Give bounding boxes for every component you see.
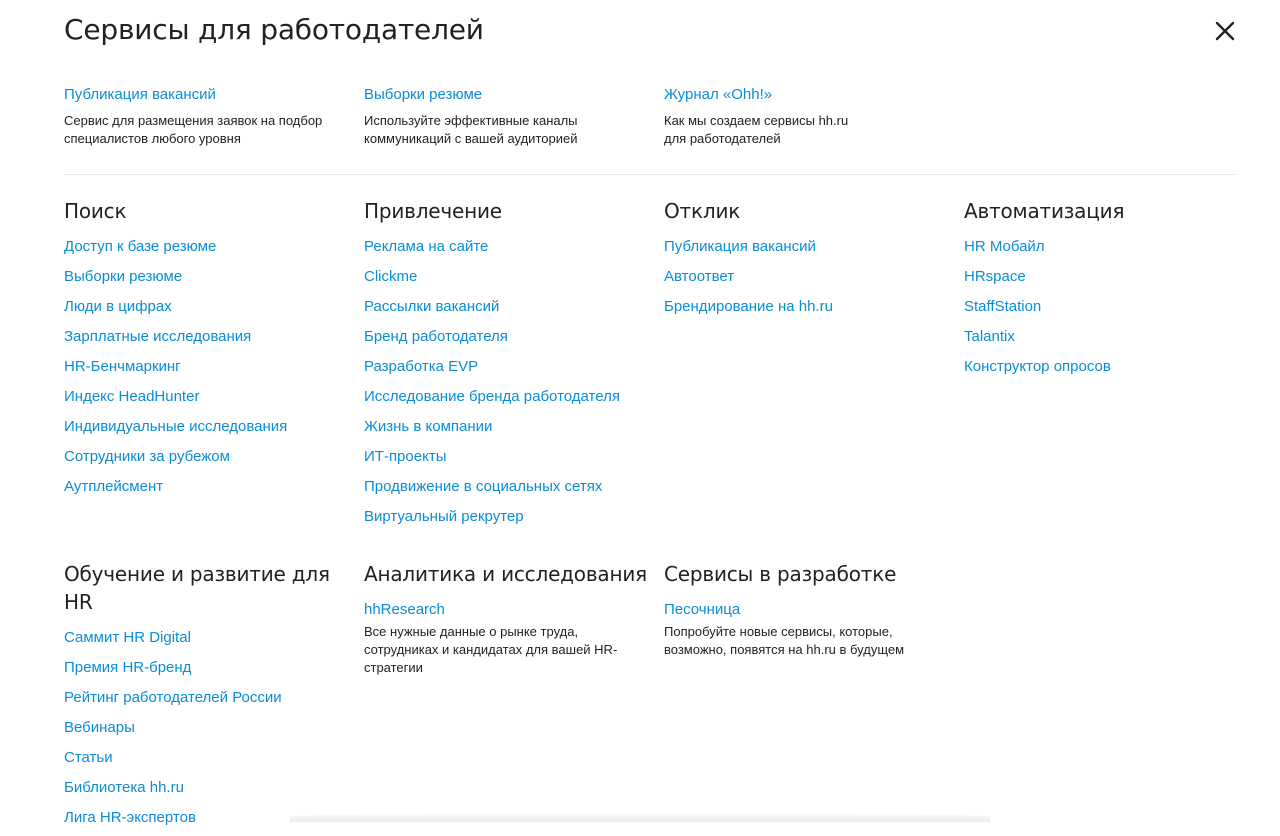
list-item: [364, 475, 654, 505]
page-title: Сервисы для работодателей: [64, 13, 484, 46]
section-title-search: Поиск: [64, 199, 127, 223]
list-item: [64, 746, 354, 776]
list-item: [64, 626, 354, 656]
link-people-in-numbers[interactable]: Люди в цифрах: [64, 298, 172, 315]
link-evp-development[interactable]: Разработка EVP: [364, 358, 479, 375]
link-employer-rating-russia[interactable]: Рейтинг работодателей России: [64, 689, 282, 706]
list-item: [64, 325, 354, 355]
list-item: [64, 415, 354, 445]
section-list-attraction: [364, 235, 654, 535]
link-survey-builder[interactable]: Конструктор опросов: [964, 358, 1111, 375]
list-item: [664, 235, 954, 265]
section-title-in-development: Сервисы в разработке: [664, 562, 897, 586]
featured-description: Используйте эффективные каналы коммуникаций с вашей аудиторией: [364, 113, 578, 146]
list-item: [364, 235, 654, 265]
link-auto-reply[interactable]: Автоответ: [664, 268, 735, 285]
section-list-search: [64, 235, 354, 505]
link-site-advertising[interactable]: Реклама на сайте: [364, 238, 489, 255]
link-hr-experts-league[interactable]: Лига HR-экспертов: [64, 809, 196, 826]
featured-services: [64, 83, 1236, 163]
list-item: [364, 355, 654, 385]
link-virtual-recruiter[interactable]: Виртуальный рекрутер: [364, 508, 524, 525]
list-item: [964, 235, 1254, 265]
link-outplacement[interactable]: Аутплейсмент: [64, 478, 164, 495]
link-it-projects[interactable]: ИТ-проекты: [364, 448, 447, 465]
featured-link-ohh-journal[interactable]: Журнал «Ohh!»: [664, 86, 773, 103]
section-title-automation: Автоматизация: [964, 199, 1125, 223]
bottom-shadow: [290, 812, 990, 822]
section-list-learning: [64, 626, 354, 836]
link-clickme[interactable]: Clickme: [364, 268, 418, 285]
link-resume-selections[interactable]: Выборки резюме: [64, 268, 183, 285]
link-hr-brand-award[interactable]: Премия HR-бренд: [64, 659, 192, 676]
list-item: [964, 355, 1254, 385]
link-hrspace[interactable]: HRspace: [964, 268, 1026, 285]
link-employer-brand-research[interactable]: Исследование бренда работодателя: [364, 388, 620, 405]
featured-item-resume-selections: [364, 83, 644, 148]
list-item: [64, 385, 354, 415]
list-item: [364, 445, 654, 475]
list-item: [64, 295, 354, 325]
link-hr-mobile[interactable]: HR Мобайл: [964, 238, 1045, 255]
featured-link-resume-selections[interactable]: Выборки резюме: [364, 86, 483, 103]
list-item: [64, 776, 354, 806]
list-item: [364, 505, 654, 535]
list-item: [364, 265, 654, 295]
section-list-automation: [964, 235, 1254, 385]
link-hh-library[interactable]: Библиотека hh.ru: [64, 779, 184, 796]
section-response: [664, 197, 954, 325]
list-item: [664, 265, 954, 295]
list-item: [64, 475, 354, 505]
featured-link-vacancy-publishing[interactable]: Публикация вакансий: [64, 86, 216, 103]
section-title-attraction: Привлечение: [364, 199, 502, 223]
list-item: [64, 656, 354, 686]
featured-item-vacancy-publishing: [64, 83, 344, 148]
link-employees-abroad[interactable]: Сотрудники за рубежом: [64, 448, 230, 465]
link-employer-brand[interactable]: Бренд работодателя: [364, 328, 508, 345]
list-item: [664, 295, 954, 325]
list-item: [64, 265, 354, 295]
link-vacancy-mailings[interactable]: Рассылки вакансий: [364, 298, 500, 315]
link-resume-database-access[interactable]: Доступ к базе резюме: [64, 238, 217, 255]
list-item: [964, 265, 1254, 295]
section-search: [64, 197, 354, 505]
link-social-media-promotion[interactable]: Продвижение в социальных сетях: [364, 478, 603, 495]
link-hhresearch[interactable]: hhResearch: [364, 601, 445, 618]
section-learning: [64, 560, 354, 836]
list-item: [64, 355, 354, 385]
list-item: [364, 415, 654, 445]
close-icon: [1211, 17, 1239, 45]
link-vacancy-publishing[interactable]: Публикация вакансий: [664, 238, 816, 255]
featured-description: Сервис для размещения заявок на подбор специалистов любого уровня: [64, 113, 323, 146]
list-item: [64, 686, 354, 716]
hhresearch-description: Все нужные данные о рынке труда, сотрудниках и кандидатах для вашей HR- стратегии: [364, 624, 618, 675]
employer-services-menu: [64, 0, 1236, 826]
section-automation: [964, 197, 1254, 385]
link-hr-benchmarking[interactable]: HR-Бенчмаркинг: [64, 358, 181, 375]
link-life-in-company[interactable]: Жизнь в компании: [364, 418, 493, 435]
list-item: [364, 325, 654, 355]
section-title-analytics: Аналитика и исследования: [364, 562, 647, 586]
list-item: [964, 295, 1254, 325]
section-title-response: Отклик: [664, 199, 741, 223]
link-hr-digital-summit[interactable]: Саммит HR Digital: [64, 629, 191, 646]
list-item: [964, 325, 1254, 355]
section-analytics: [364, 560, 654, 677]
link-webinars[interactable]: Вебинары: [64, 719, 135, 736]
list-item: [64, 716, 354, 746]
featured-description: Как мы создаем сервисы hh.ru для работодателей: [664, 113, 849, 146]
link-staffstation[interactable]: StaffStation: [964, 298, 1042, 315]
section-title-learning: Обучение и развитие для HR: [64, 562, 330, 614]
section-attraction: [364, 197, 654, 535]
list-item: [364, 295, 654, 325]
link-talantix[interactable]: Talantix: [964, 328, 1015, 345]
section-divider: [64, 174, 1236, 175]
sandbox-description: Попробуйте новые сервисы, которые, возможно, появятся на hh.ru в будущем: [664, 624, 905, 657]
section-list-response: [664, 235, 954, 325]
list-item: [64, 235, 354, 265]
link-sandbox[interactable]: Песочница: [664, 601, 741, 618]
link-individual-research[interactable]: Индивидуальные исследования: [64, 418, 288, 435]
link-articles[interactable]: Статьи: [64, 749, 113, 766]
link-hh-branding[interactable]: Брендирование на hh.ru: [664, 298, 833, 315]
close-button[interactable]: [1211, 17, 1239, 45]
link-salary-research[interactable]: Зарплатные исследования: [64, 328, 252, 345]
list-item: [364, 385, 654, 415]
list-item: [64, 445, 354, 475]
link-headhunter-index[interactable]: Индекс HeadHunter: [64, 388, 200, 405]
featured-item-ohh-journal: [664, 83, 944, 148]
section-in-development: [664, 560, 954, 659]
